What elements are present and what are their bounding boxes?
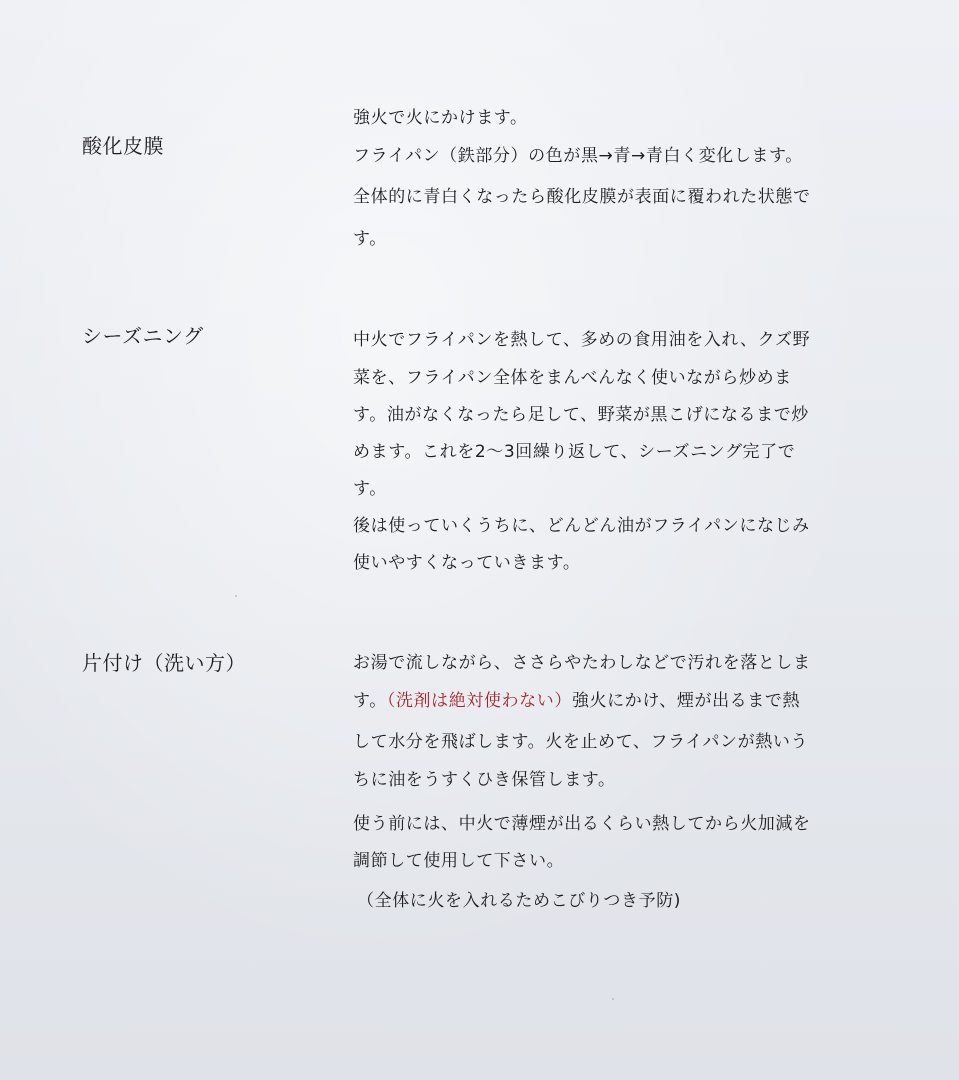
section-heading-oxide-film: 酸化皮膜 xyxy=(82,134,164,158)
section-oxide-line: す。 xyxy=(353,229,387,249)
section-oxide-line: フライパン（鉄部分）の色が黒→青→青白く変化します。 xyxy=(353,146,803,166)
section-cleanup-line: 使う前には、中火で薄煙が出るくらい熱してから火加減を xyxy=(353,814,811,834)
section-cleanup-line: ちに油をうすくひき保管します。 xyxy=(353,770,616,790)
cleanup-line-prefix: す。 xyxy=(353,691,387,711)
section-seasoning-line: めます。これを2〜3回繰り返して、シーズニング完了で xyxy=(353,442,796,462)
section-oxide-line: 強火で火にかけます。 xyxy=(353,108,528,128)
section-seasoning-line: す。 xyxy=(353,479,387,499)
section-cleanup-line: （全体に火を入れるためこびりつき予防) xyxy=(357,891,682,911)
section-cleanup-line: 調節して使用して下さい。 xyxy=(353,851,565,871)
section-seasoning-line: 使いやすくなっていきます。 xyxy=(353,553,581,573)
section-cleanup-line: して水分を飛ばします。火を止めて、フライパンが熱いう xyxy=(353,732,809,752)
section-cleanup-line: お湯で流しながら、ささらやたわしなどで汚れを落としま xyxy=(353,653,811,673)
section-cleanup-line-with-warning xyxy=(353,689,800,713)
cleanup-line-suffix: 強火にかけ、煙が出るまで熱 xyxy=(571,691,801,711)
section-heading-seasoning: シーズニング xyxy=(82,324,204,348)
paper-speck xyxy=(612,998,614,1000)
section-seasoning-line: 中火でフライパンを熱して、多めの食用油を入れ、クズ野 xyxy=(353,330,811,350)
section-oxide-line: 全体的に青白くなったら酸化皮膜が表面に覆われた状態で xyxy=(353,187,811,207)
section-seasoning-line: 後は使っていくうちに、どんどん油がフライパンになじみ xyxy=(353,516,810,536)
section-heading-cleanup: 片付け（洗い方） xyxy=(82,651,246,675)
section-seasoning-line: す。油がなくなったら足して、野菜が黒こげになるまで炒 xyxy=(353,405,809,425)
detergent-warning: （洗剤は絶対使わない） xyxy=(386,691,572,711)
paper-speck xyxy=(235,595,237,597)
section-seasoning-line: 菜を、フライパン全体をまんべんなく使いながら炒めま xyxy=(353,368,792,388)
